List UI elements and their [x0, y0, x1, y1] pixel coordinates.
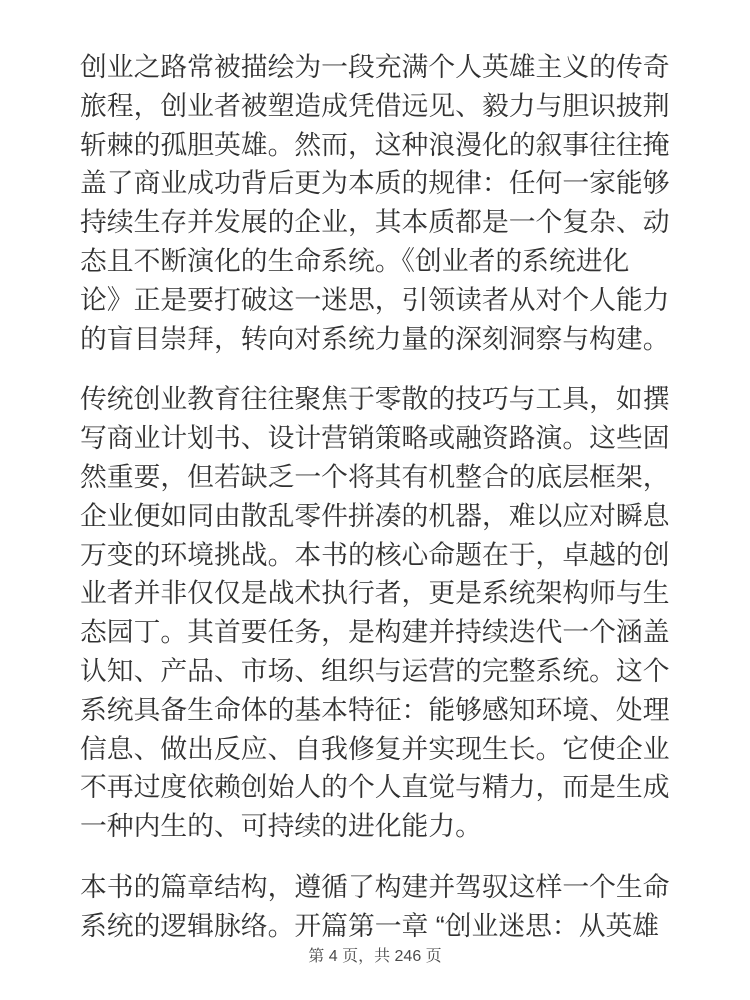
text-line: 系统的逻辑脉络。开篇第一章 “创业迷思：从英雄 [80, 910, 660, 941]
text-line: 写商业计划书、设计营销策略或融资路演。这些固 [80, 423, 670, 454]
text-line: 企业便如同由散乱零件拼凑的机器，难以应对瞬息 [80, 500, 670, 531]
text-line: 创业之路常被描绘为一段充满个人英雄主义的传奇 [80, 52, 670, 82]
text-line: 传统创业教育往往聚焦于零散的技巧与工具，如撰 [80, 384, 670, 415]
text-line: 的盲目崇拜，转向对系统力量的深刻洞察与构建。 [80, 323, 670, 354]
text-line: 斩棘的孤胆英雄。然而，这种浪漫化的叙事往往掩 [80, 129, 670, 160]
text-line: 信息、做出反应、自我修复并实现生长。它使企业 [80, 733, 670, 764]
page-footer [0, 946, 750, 968]
text-line: 旅程，创业者被塑造成凭借远见、毅力与胆识披荆 [80, 90, 670, 121]
text-line: 持续生存并发展的企业，其本质都是一个复杂、动 [80, 207, 670, 238]
text-line: 一种内生的、可持续的进化能力。 [80, 811, 482, 842]
text-line: 万变的环境挑战。本书的核心命题在于，卓越的创 [80, 539, 670, 570]
text-line: 态且不断演化的生命系统。《创业者的系统进化 [80, 245, 630, 276]
text-line: 论》正是要打破这一迷思，引领读者从对个人能力 [80, 284, 670, 315]
text-line: 系统具备生命体的基本特征：能够感知环境、处理 [80, 694, 670, 725]
text-line: 然重要，但若缺乏一个将其有机整合的底层框架， [80, 461, 670, 492]
text-line: 认知、产品、市场、组织与运营的完整系统。这个 [80, 655, 670, 686]
paragraph-2 [80, 380, 674, 846]
page-text-body [80, 48, 674, 946]
text-line: 不再过度依赖创始人的个人直觉与精力，而是生成 [80, 772, 670, 803]
text-line: 态园丁。其首要任务，是构建并持续迭代一个涵盖 [80, 617, 670, 648]
text-line: 业者并非仅仅是战术执行者，更是系统架构师与生 [80, 578, 670, 609]
text-line: 本书的篇章结构，遵循了构建并驾驭这样一个生命 [80, 871, 670, 902]
text-line: 盖了商业成功背后更为本质的规律：任何一家能够 [80, 168, 670, 199]
paragraph-3 [80, 868, 674, 946]
page-indicator: 第 4 页，共 246 页 [308, 948, 442, 965]
paragraph-1 [80, 48, 674, 358]
